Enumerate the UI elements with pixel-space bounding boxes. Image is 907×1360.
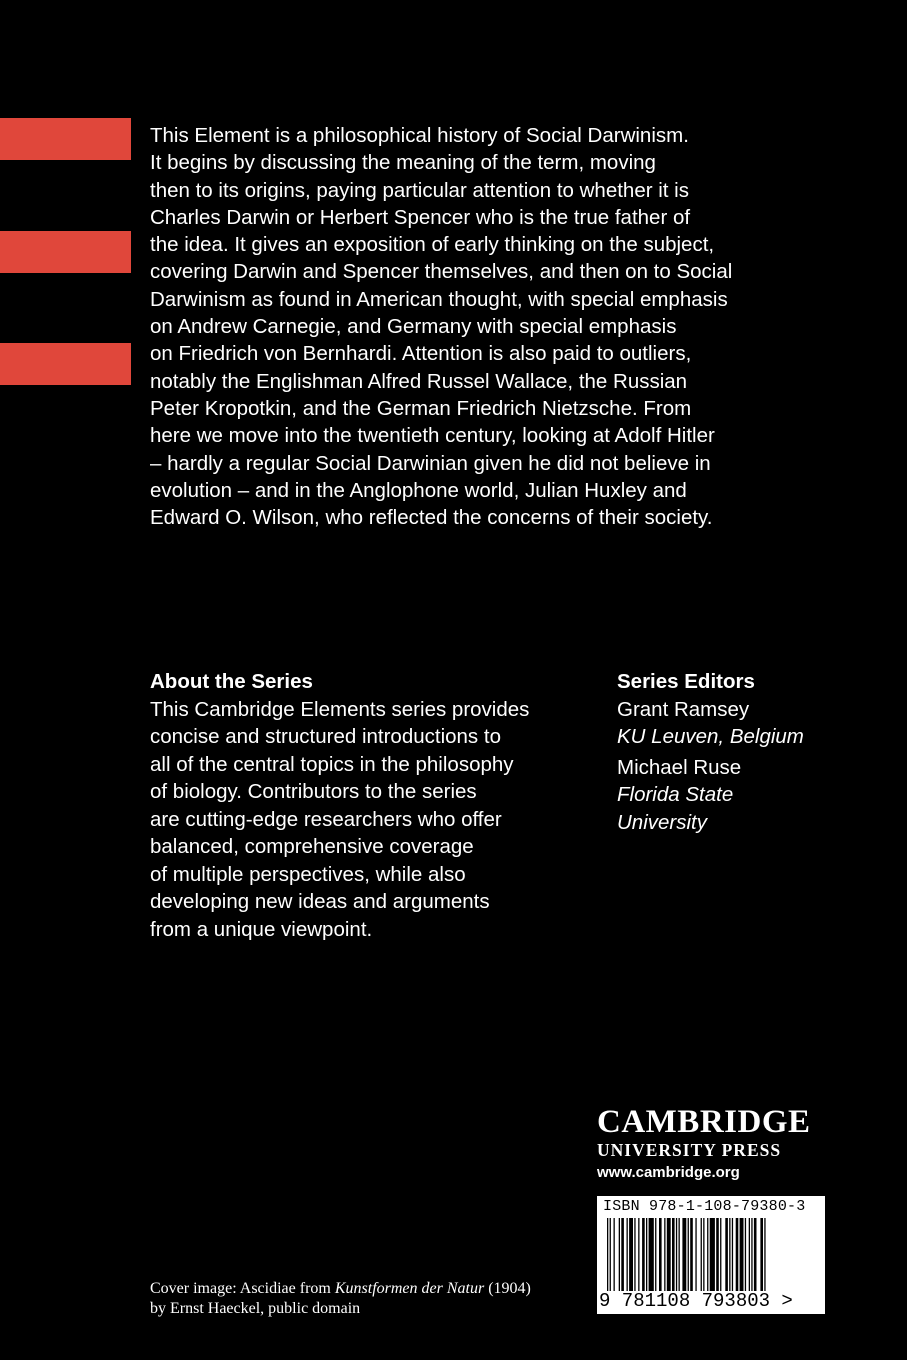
series-editors-section (617, 668, 877, 836)
barcode-bar (729, 1218, 730, 1296)
about-line: developing new ideas and arguments (150, 890, 490, 913)
blurb-line: notably the Englishman Alfred Russel Wallace, the Russian (150, 369, 688, 393)
about-series-heading: About the Series (150, 670, 313, 693)
editor-name: Grant Ramsey (617, 697, 750, 721)
barcode-bar (690, 1218, 693, 1296)
blurb-line: It begins by discussing the meaning of the term, moving (150, 151, 656, 175)
about-series-section (150, 668, 600, 943)
barcode-bar (659, 1218, 662, 1296)
barcode-bar (754, 1218, 757, 1296)
barcode-bar (760, 1218, 763, 1296)
barcode-bar (634, 1218, 635, 1296)
blurb-line: on Friedrich von Bernhardi. Attention is also paid to outliers, (150, 342, 692, 366)
about-line: This Cambridge Elements series provides (150, 697, 530, 721)
barcode-bar (695, 1218, 696, 1296)
blurb-line: – hardly a regular Social Darwinian given he did not believe in (150, 451, 711, 475)
barcode-bar (621, 1218, 624, 1296)
accent-bar-bottom (0, 343, 131, 385)
credit-work-title: Kunstformen der Natur (334, 1280, 485, 1297)
about-line: of biology. Contributors to the series (150, 780, 477, 803)
barcode-bar (619, 1218, 620, 1296)
editor-entry (617, 696, 877, 751)
blurb-line: Darwinism as found in American thought, with special emphasis (150, 287, 728, 311)
editor-affiliation: University (617, 810, 707, 834)
blurb-line: evolution – and in the Anglophone world, Julian Huxley and (150, 478, 687, 502)
barcode-bar (749, 1218, 750, 1296)
barcode-bar (672, 1218, 675, 1296)
blurb-line: Peter Kropotkin, and the German Friedrich Nietzsche. From (150, 396, 692, 420)
publisher-url: www.cambridge.org (597, 1164, 740, 1181)
publisher-logo (597, 1104, 837, 1182)
blurb-line: on Andrew Carnegie, and Germany with special emphasis (150, 315, 677, 339)
about-series-text (150, 696, 600, 944)
blurb-line: Charles Darwin or Herbert Spencer who is the true father of (150, 205, 691, 229)
barcode-bar (679, 1218, 680, 1296)
credit-suffix: (1904) (484, 1280, 531, 1297)
accent-bar-middle (0, 231, 131, 273)
barcode-bar (676, 1218, 677, 1296)
barcode-bar (649, 1218, 654, 1296)
isbn-barcode (597, 1196, 825, 1314)
barcode-bar (682, 1218, 686, 1296)
cover-image-credit (150, 1279, 580, 1319)
barcode-bar (707, 1218, 708, 1296)
publisher-name: CAMBRIDGE (597, 1104, 811, 1140)
blurb-line: covering Darwin and Spencer themselves, and then on to Social (150, 260, 733, 284)
barcode-bar (703, 1218, 704, 1296)
barcode-bars (607, 1218, 815, 1296)
barcode-bar (655, 1218, 656, 1296)
barcode-bar (710, 1218, 715, 1296)
barcode-digits: 9 781108 793803 > (599, 1290, 793, 1312)
barcode-bar (664, 1218, 665, 1296)
barcode-bar (646, 1218, 647, 1296)
blurb-line: This Element is a philosophical history of Social Darwinism. (150, 124, 689, 147)
barcode-bar (740, 1218, 744, 1296)
barcode-bar (701, 1218, 702, 1296)
about-line: are cutting-edge researchers who offer (150, 807, 502, 831)
publisher-subtitle: UNIVERSITY PRESS (597, 1140, 782, 1160)
about-line: of multiple perspectives, while also (150, 862, 466, 886)
credit-line-2: by Ernst Haeckel, public domain (150, 1300, 361, 1317)
about-line: all of the central topics in the philosophy (150, 752, 514, 776)
editor-affiliation: Florida State (617, 783, 734, 806)
barcode-bar (614, 1218, 615, 1296)
editor-entry (617, 754, 877, 837)
editor-affiliation: KU Leuven, Belgium (617, 725, 804, 748)
accent-bar-top (0, 118, 131, 160)
barcode-bar (716, 1218, 719, 1296)
credit-line-1 (150, 1279, 580, 1299)
barcode-bar (736, 1218, 739, 1296)
isbn-label: ISBN 978-1-108-79380-3 (603, 1198, 806, 1215)
book-blurb (150, 122, 840, 531)
barcode-bar (638, 1218, 639, 1296)
barcode-bar (725, 1218, 728, 1296)
about-line: concise and structured introductions to (150, 725, 501, 748)
barcode-bar (732, 1218, 733, 1296)
barcode-bar (720, 1218, 721, 1296)
barcode-bar (667, 1218, 671, 1296)
editor-name: Michael Ruse (617, 755, 742, 779)
barcode-bar (610, 1218, 611, 1296)
about-line: balanced, comprehensive coverage (150, 835, 474, 858)
blurb-line: here we move into the twentieth century, looking at Adolf Hitler (150, 424, 715, 448)
barcode-bar (627, 1218, 628, 1296)
barcode-bar (629, 1218, 633, 1296)
blurb-line: Edward O. Wilson, who reflected the concerns of their society. (150, 506, 713, 530)
barcode-bar (607, 1218, 608, 1296)
blurb-line: the idea. It gives an exposition of early thinking on the subject, (150, 233, 715, 257)
barcode-bar (764, 1218, 765, 1296)
barcode-bar (751, 1218, 752, 1296)
barcode-bar (745, 1218, 746, 1296)
credit-prefix: Cover image: Ascidiae from (150, 1280, 335, 1297)
about-line: from a unique viewpoint. (150, 917, 373, 941)
series-editors-heading: Series Editors (617, 670, 755, 693)
barcode-bar (642, 1218, 645, 1296)
blurb-line: then to its origins, paying particular attention to whether it is (150, 178, 689, 202)
barcode-bar (688, 1218, 689, 1296)
